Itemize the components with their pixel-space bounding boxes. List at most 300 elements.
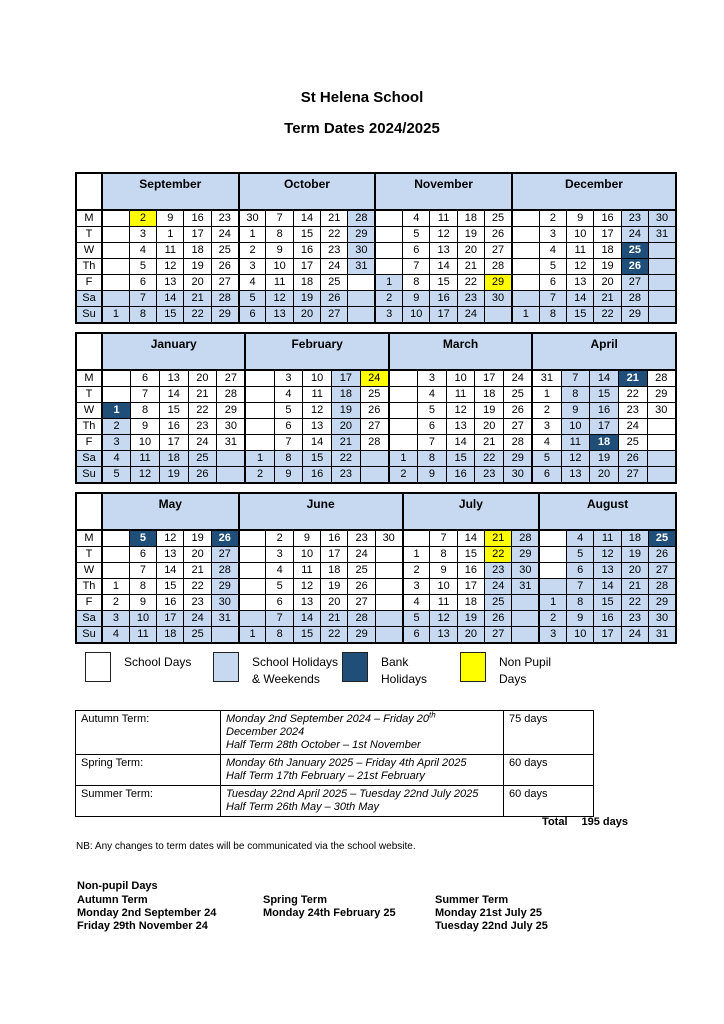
- calendar-day-cell: 8: [567, 595, 594, 611]
- calendar-day-cell: 28: [348, 611, 375, 627]
- calendar-day-cell: 17: [184, 227, 211, 243]
- calendar-day-cell: 23: [348, 530, 375, 547]
- calendar-day-cell: 1: [532, 387, 561, 403]
- calendar-day-cell: 26: [211, 259, 238, 275]
- calendar-day-cell: 24: [211, 227, 238, 243]
- calendar-day-cell: 3: [418, 370, 447, 387]
- calendar-day-cell: [649, 243, 676, 259]
- calendar-day-cell: 5: [239, 291, 266, 307]
- calendar-day-cell: [239, 547, 266, 563]
- calendar-day-cell: 26: [321, 291, 348, 307]
- calendar-day-cell: 17: [594, 627, 621, 644]
- calendar-day-cell: 30: [649, 611, 676, 627]
- calendar-day-cell: 14: [430, 259, 457, 275]
- calendar-day-cell: 24: [184, 611, 211, 627]
- calendar-day-cell: 29: [649, 595, 676, 611]
- calendar-day-cell: 4: [567, 530, 594, 547]
- calendar-day-cell: 4: [129, 243, 156, 259]
- calendar-day-cell: 13: [159, 370, 188, 387]
- total-label: Total: [542, 816, 568, 828]
- calendar-day-cell: 11: [567, 243, 594, 259]
- calendar-day-cell: [375, 547, 402, 563]
- calendar-day-cell: 3: [266, 547, 293, 563]
- calendar-day-cell: 15: [594, 595, 621, 611]
- calendar-day-cell: 5: [418, 403, 447, 419]
- term-dates-table-body: [76, 711, 594, 817]
- calendar-day-cell: [360, 467, 389, 484]
- term-days: 60 days: [504, 755, 594, 786]
- term-desc-line: Monday 2nd September 2024 – Friday 20th: [226, 710, 436, 725]
- calendar-day-cell: 30: [348, 243, 375, 259]
- total-value: 195 days: [581, 816, 628, 828]
- calendar-day-cell: [647, 451, 676, 467]
- non-pupil-term-title: Spring Term: [263, 894, 327, 906]
- calendar-day-cell: 4: [403, 210, 430, 227]
- term-desc-line: Tuesday 22nd April 2025 – Tuesday 22nd July 2025: [226, 788, 479, 800]
- calendar-day-cell: 26: [360, 403, 389, 419]
- calendar-day-cell: 12: [303, 403, 332, 419]
- calendar-day-cell: [539, 530, 566, 547]
- calendar-day-cell: 14: [457, 530, 484, 547]
- calendar-day-cell: 25: [188, 451, 217, 467]
- day-label: F: [76, 435, 102, 451]
- calendar-day-cell: 10: [430, 579, 457, 595]
- calendar-day-cell: 30: [211, 595, 238, 611]
- calendar-day-cell: 2: [266, 530, 293, 547]
- calendar-table-jan-apr: [75, 332, 677, 484]
- calendar-day-cell: 5: [266, 579, 293, 595]
- calendar-day-cell: 23: [321, 243, 348, 259]
- calendar-day-cell: 5: [403, 611, 430, 627]
- calendar-day-cell: 9: [430, 563, 457, 579]
- calendar-day-cell: 27: [485, 243, 512, 259]
- calendar-day-cell: 14: [159, 387, 188, 403]
- calendar-day-cell: 28: [512, 530, 539, 547]
- calendar-day-cell: 22: [321, 627, 348, 644]
- calendar-day-cell: 23: [184, 595, 211, 611]
- calendar-day-cell: [647, 467, 676, 484]
- calendar-day-row: [76, 370, 676, 387]
- calendar-day-cell: [102, 243, 129, 259]
- non-pupil-term-title: Autumn Term: [77, 894, 148, 906]
- calendar-day-cell: 25: [360, 387, 389, 403]
- calendar-day-cell: 8: [274, 451, 303, 467]
- calendar-day-cell: 15: [157, 307, 184, 324]
- non-pupil-date-line: Friday 29th November 24: [77, 920, 208, 932]
- calendar-day-cell: 11: [430, 210, 457, 227]
- calendar-day-cell: 16: [594, 210, 621, 227]
- calendar-day-cell: 1: [102, 403, 131, 419]
- calendar-day-cell: 2: [245, 467, 274, 484]
- calendar-day-cell: 3: [403, 579, 430, 595]
- calendar-day-cell: 24: [621, 227, 648, 243]
- term-description: [221, 755, 504, 786]
- calendar-day-cell: 10: [403, 307, 430, 324]
- calendar-header-row: [76, 173, 676, 210]
- day-label: Sa: [76, 611, 102, 627]
- calendar-day-cell: 23: [618, 403, 647, 419]
- calendar-day-cell: 7: [567, 579, 594, 595]
- calendar-day-cell: 20: [457, 243, 484, 259]
- calendar-day-cell: 4: [102, 451, 131, 467]
- corner-cell: [76, 333, 102, 370]
- calendar-day-cell: 29: [217, 403, 246, 419]
- calendar-day-cell: 28: [621, 291, 648, 307]
- calendar-day-row: [76, 627, 676, 644]
- calendar-day-cell: 11: [157, 243, 184, 259]
- calendar-day-cell: 6: [539, 275, 566, 291]
- calendar-day-cell: 25: [618, 435, 647, 451]
- non-pupil-date-line: Monday 2nd September 24: [77, 907, 217, 919]
- calendar-day-cell: [403, 530, 430, 547]
- day-label: Sa: [76, 291, 102, 307]
- calendar-day-cell: 13: [293, 595, 320, 611]
- calendar-day-cell: [375, 627, 402, 644]
- calendar-day-cell: 13: [157, 275, 184, 291]
- calendar-day-cell: 7: [403, 259, 430, 275]
- bank-holidays-swatch: [342, 652, 368, 682]
- day-label: Th: [76, 419, 102, 435]
- calendar-day-cell: 19: [457, 227, 484, 243]
- calendar-day-cell: 1: [239, 627, 266, 644]
- calendar-day-cell: 15: [157, 579, 184, 595]
- school-days-swatch: [85, 652, 111, 682]
- calendar-day-row: [76, 387, 676, 403]
- calendar-day-cell: 17: [430, 307, 457, 324]
- calendar-day-cell: 1: [102, 307, 129, 324]
- day-label: W: [76, 243, 102, 259]
- calendar-day-cell: 5: [274, 403, 303, 419]
- calendar-day-cell: 1: [512, 307, 539, 324]
- legend-text-line: Bank: [381, 655, 409, 669]
- month-header: June: [239, 493, 403, 530]
- calendar-day-cell: 23: [475, 467, 504, 484]
- calendar-day-cell: [512, 243, 539, 259]
- calendar-day-cell: 1: [375, 275, 402, 291]
- calendar-day-cell: [485, 307, 512, 324]
- calendar-day-cell: 11: [430, 595, 457, 611]
- calendar-day-cell: 9: [157, 210, 184, 227]
- calendar-day-cell: 20: [188, 370, 217, 387]
- calendar-day-cell: 24: [188, 435, 217, 451]
- calendar-day-cell: 7: [129, 563, 156, 579]
- calendar-day-cell: 21: [621, 579, 648, 595]
- calendar-day-cell: 13: [430, 627, 457, 644]
- calendar-day-cell: 23: [621, 210, 648, 227]
- calendar-day-cell: 29: [504, 451, 533, 467]
- day-label: M: [76, 530, 102, 547]
- calendar-day-cell: 13: [446, 419, 475, 435]
- calendar-day-cell: 26: [485, 227, 512, 243]
- calendar-day-cell: [649, 275, 676, 291]
- calendar-day-cell: 17: [594, 227, 621, 243]
- calendar-day-cell: 8: [131, 403, 160, 419]
- calendar-day-cell: 2: [403, 563, 430, 579]
- calendar-day-cell: 4: [539, 243, 566, 259]
- calendar-day-cell: [375, 259, 402, 275]
- calendar-day-cell: 13: [266, 307, 293, 324]
- calendar-day-cell: 27: [485, 627, 512, 644]
- legend-text-line: Days: [499, 672, 527, 686]
- calendar-day-cell: 18: [457, 210, 484, 227]
- calendar-day-cell: 4: [266, 563, 293, 579]
- calendar-grid: [75, 492, 677, 644]
- calendar-day-cell: 20: [321, 595, 348, 611]
- school-holidays-swatch: [213, 652, 239, 682]
- calendar-day-cell: 27: [348, 595, 375, 611]
- calendar-day-cell: 26: [348, 579, 375, 595]
- calendar-day-cell: 24: [321, 259, 348, 275]
- calendar-day-cell: [389, 435, 418, 451]
- calendar-day-cell: 29: [647, 387, 676, 403]
- calendar-day-cell: [245, 419, 274, 435]
- calendar-day-cell: 18: [332, 387, 361, 403]
- calendar-day-cell: 31: [532, 370, 561, 387]
- calendar-day-cell: 24: [348, 547, 375, 563]
- calendar-day-cell: 10: [293, 547, 320, 563]
- calendar-day-cell: 8: [403, 275, 430, 291]
- calendar-day-cell: 18: [184, 243, 211, 259]
- calendar-day-cell: 21: [321, 611, 348, 627]
- calendar-day-cell: 24: [618, 419, 647, 435]
- calendar-day-cell: 23: [621, 611, 648, 627]
- calendar-day-cell: 3: [239, 259, 266, 275]
- term-name: Summer Term:: [76, 786, 221, 817]
- calendar-day-cell: 30: [239, 210, 266, 227]
- calendar-day-cell: 2: [102, 419, 131, 435]
- calendar-day-cell: 30: [375, 530, 402, 547]
- calendar-day-cell: 14: [157, 291, 184, 307]
- calendar-day-cell: [245, 387, 274, 403]
- calendar-day-cell: 19: [321, 579, 348, 595]
- calendar-day-cell: 30: [647, 403, 676, 419]
- month-header: April: [532, 333, 676, 370]
- calendar-day-row: [76, 530, 676, 547]
- calendar-day-cell: 22: [184, 579, 211, 595]
- calendar-day-cell: 6: [129, 275, 156, 291]
- calendar-day-cell: 12: [430, 227, 457, 243]
- non-pupil-date-line: Monday 24th February 25: [263, 907, 396, 919]
- calendar-day-row: [76, 227, 676, 243]
- calendar-day-cell: [102, 547, 129, 563]
- calendar-day-cell: 16: [457, 563, 484, 579]
- calendar-day-cell: 18: [590, 435, 619, 451]
- calendar-day-cell: 19: [159, 467, 188, 484]
- calendar-day-cell: 3: [102, 611, 129, 627]
- term-row: [76, 786, 594, 817]
- calendar-day-cell: [102, 259, 129, 275]
- legend-item-non-pupil-days: [460, 652, 551, 688]
- calendar-day-row: [76, 451, 676, 467]
- calendar-day-cell: 24: [485, 579, 512, 595]
- calendar-day-cell: 12: [293, 579, 320, 595]
- calendar-day-cell: 21: [321, 210, 348, 227]
- calendar-day-cell: 18: [475, 387, 504, 403]
- calendar-day-cell: [375, 243, 402, 259]
- calendar-day-cell: 27: [360, 419, 389, 435]
- calendar-day-cell: 2: [102, 595, 129, 611]
- calendar-day-cell: 20: [590, 467, 619, 484]
- calendar-day-cell: 25: [649, 530, 676, 547]
- calendar-day-cell: 31: [211, 611, 238, 627]
- calendar-day-cell: [360, 451, 389, 467]
- calendar-day-cell: 16: [446, 467, 475, 484]
- calendar-day-cell: 2: [539, 611, 566, 627]
- calendar-day-cell: [245, 370, 274, 387]
- calendar-day-cell: 19: [184, 259, 211, 275]
- calendar-day-row: [76, 579, 676, 595]
- calendar-day-cell: [375, 210, 402, 227]
- month-header: March: [389, 333, 532, 370]
- calendar-day-cell: [647, 435, 676, 451]
- day-label: Th: [76, 259, 102, 275]
- calendar-day-cell: 16: [430, 291, 457, 307]
- calendar-day-cell: 3: [532, 419, 561, 435]
- calendar-day-cell: 15: [293, 227, 320, 243]
- calendar-day-cell: 27: [211, 547, 238, 563]
- term-row: [76, 711, 594, 755]
- calendar-day-cell: 11: [594, 530, 621, 547]
- calendar-day-cell: 8: [266, 227, 293, 243]
- calendar-day-cell: 20: [594, 275, 621, 291]
- calendar-day-cell: 31: [649, 227, 676, 243]
- calendar-day-cell: 16: [590, 403, 619, 419]
- calendar-day-cell: 7: [561, 370, 590, 387]
- calendar-day-cell: 17: [590, 419, 619, 435]
- month-header: July: [403, 493, 540, 530]
- calendar-day-cell: [239, 563, 266, 579]
- calendar-day-cell: 17: [159, 435, 188, 451]
- calendar-day-cell: 6: [403, 627, 430, 644]
- calendar-day-cell: [217, 451, 246, 467]
- calendar-day-cell: [102, 370, 131, 387]
- calendar-day-cell: 11: [446, 387, 475, 403]
- day-label: T: [76, 547, 102, 563]
- calendar-day-cell: 22: [184, 307, 211, 324]
- legend-item-school-days: [85, 652, 191, 682]
- calendar-day-cell: 8: [561, 387, 590, 403]
- day-label: Th: [76, 579, 102, 595]
- calendar-day-cell: [512, 595, 539, 611]
- calendar-day-cell: 25: [184, 627, 211, 644]
- calendar-day-cell: [375, 563, 402, 579]
- calendar-day-cell: 2: [389, 467, 418, 484]
- calendar-day-cell: 11: [303, 387, 332, 403]
- calendar-day-cell: 9: [129, 595, 156, 611]
- calendar-day-row: [76, 403, 676, 419]
- calendar-day-cell: 27: [618, 467, 647, 484]
- calendar-day-cell: 15: [303, 451, 332, 467]
- month-header: December: [512, 173, 676, 210]
- calendar-day-cell: 19: [475, 403, 504, 419]
- calendar-day-cell: 18: [293, 275, 320, 291]
- calendar-day-row: [76, 243, 676, 259]
- calendar-day-cell: 18: [594, 243, 621, 259]
- calendar-day-cell: 7: [266, 611, 293, 627]
- calendar-day-cell: 14: [567, 291, 594, 307]
- calendar-day-cell: 21: [184, 563, 211, 579]
- calendar-day-cell: [348, 291, 375, 307]
- calendar-day-cell: [102, 210, 129, 227]
- calendar-day-cell: 22: [475, 451, 504, 467]
- calendar-header-row: [76, 493, 676, 530]
- calendar-day-cell: 9: [131, 419, 160, 435]
- calendar-day-cell: [348, 307, 375, 324]
- calendar-day-cell: 21: [475, 435, 504, 451]
- month-header: February: [245, 333, 388, 370]
- calendar-day-cell: 30: [485, 291, 512, 307]
- calendar-day-cell: 20: [621, 563, 648, 579]
- calendar-day-cell: [389, 370, 418, 387]
- calendar-day-cell: 9: [293, 530, 320, 547]
- calendar-day-cell: 5: [567, 547, 594, 563]
- legend-label: [499, 652, 551, 688]
- term-row: [76, 755, 594, 786]
- calendar-day-cell: [389, 419, 418, 435]
- calendar-day-cell: [539, 579, 566, 595]
- term-days: 75 days: [504, 711, 594, 755]
- day-label: Sa: [76, 451, 102, 467]
- calendar-day-cell: 27: [211, 275, 238, 291]
- month-header: September: [102, 173, 239, 210]
- calendar-day-cell: 10: [266, 259, 293, 275]
- calendar-day-cell: 6: [274, 419, 303, 435]
- calendar-day-cell: 12: [157, 259, 184, 275]
- calendar-day-cell: 4: [102, 627, 129, 644]
- calendar-day-cell: 27: [217, 370, 246, 387]
- calendar-day-cell: 12: [131, 467, 160, 484]
- calendar-day-cell: 2: [239, 243, 266, 259]
- non-pupil-days-heading: Non-pupil Days: [77, 880, 158, 892]
- legend-text-line: & Weekends: [252, 672, 320, 686]
- calendar-day-cell: 26: [621, 259, 648, 275]
- calendar-day-cell: [512, 227, 539, 243]
- term-desc-line: Half Term 17th February – 21st February: [226, 770, 425, 782]
- calendar-day-cell: 16: [184, 210, 211, 227]
- calendar-day-cell: 27: [504, 419, 533, 435]
- calendar-day-cell: 3: [274, 370, 303, 387]
- calendar-day-cell: [217, 467, 246, 484]
- calendar-day-cell: 5: [532, 451, 561, 467]
- calendar-day-cell: 28: [647, 370, 676, 387]
- calendar-day-cell: 5: [129, 259, 156, 275]
- calendar-day-cell: 6: [418, 419, 447, 435]
- calendar-day-cell: 21: [332, 435, 361, 451]
- calendar-day-cell: 29: [621, 307, 648, 324]
- calendar-day-cell: 12: [157, 530, 184, 547]
- calendar-day-cell: 14: [446, 435, 475, 451]
- calendar-day-cell: 28: [360, 435, 389, 451]
- calendar-day-row: [76, 547, 676, 563]
- month-header: November: [375, 173, 512, 210]
- non-pupil-days-column: [263, 894, 396, 920]
- calendar-day-cell: 28: [217, 387, 246, 403]
- calendar-day-cell: 26: [188, 467, 217, 484]
- calendar-day-cell: 25: [485, 595, 512, 611]
- non-pupil-days-column: [77, 894, 216, 933]
- calendar-day-cell: [649, 259, 676, 275]
- calendar-day-cell: 12: [567, 259, 594, 275]
- term-desc-line: Half Term 26th May – 30th May: [226, 801, 380, 813]
- calendar-day-cell: 15: [430, 275, 457, 291]
- calendar-day-cell: 7: [418, 435, 447, 451]
- calendar-day-cell: 25: [321, 275, 348, 291]
- day-label: T: [76, 227, 102, 243]
- calendar-day-cell: 3: [129, 227, 156, 243]
- calendar-day-cell: 8: [418, 451, 447, 467]
- calendar-day-cell: 3: [539, 627, 566, 644]
- calendar-day-cell: 20: [293, 307, 320, 324]
